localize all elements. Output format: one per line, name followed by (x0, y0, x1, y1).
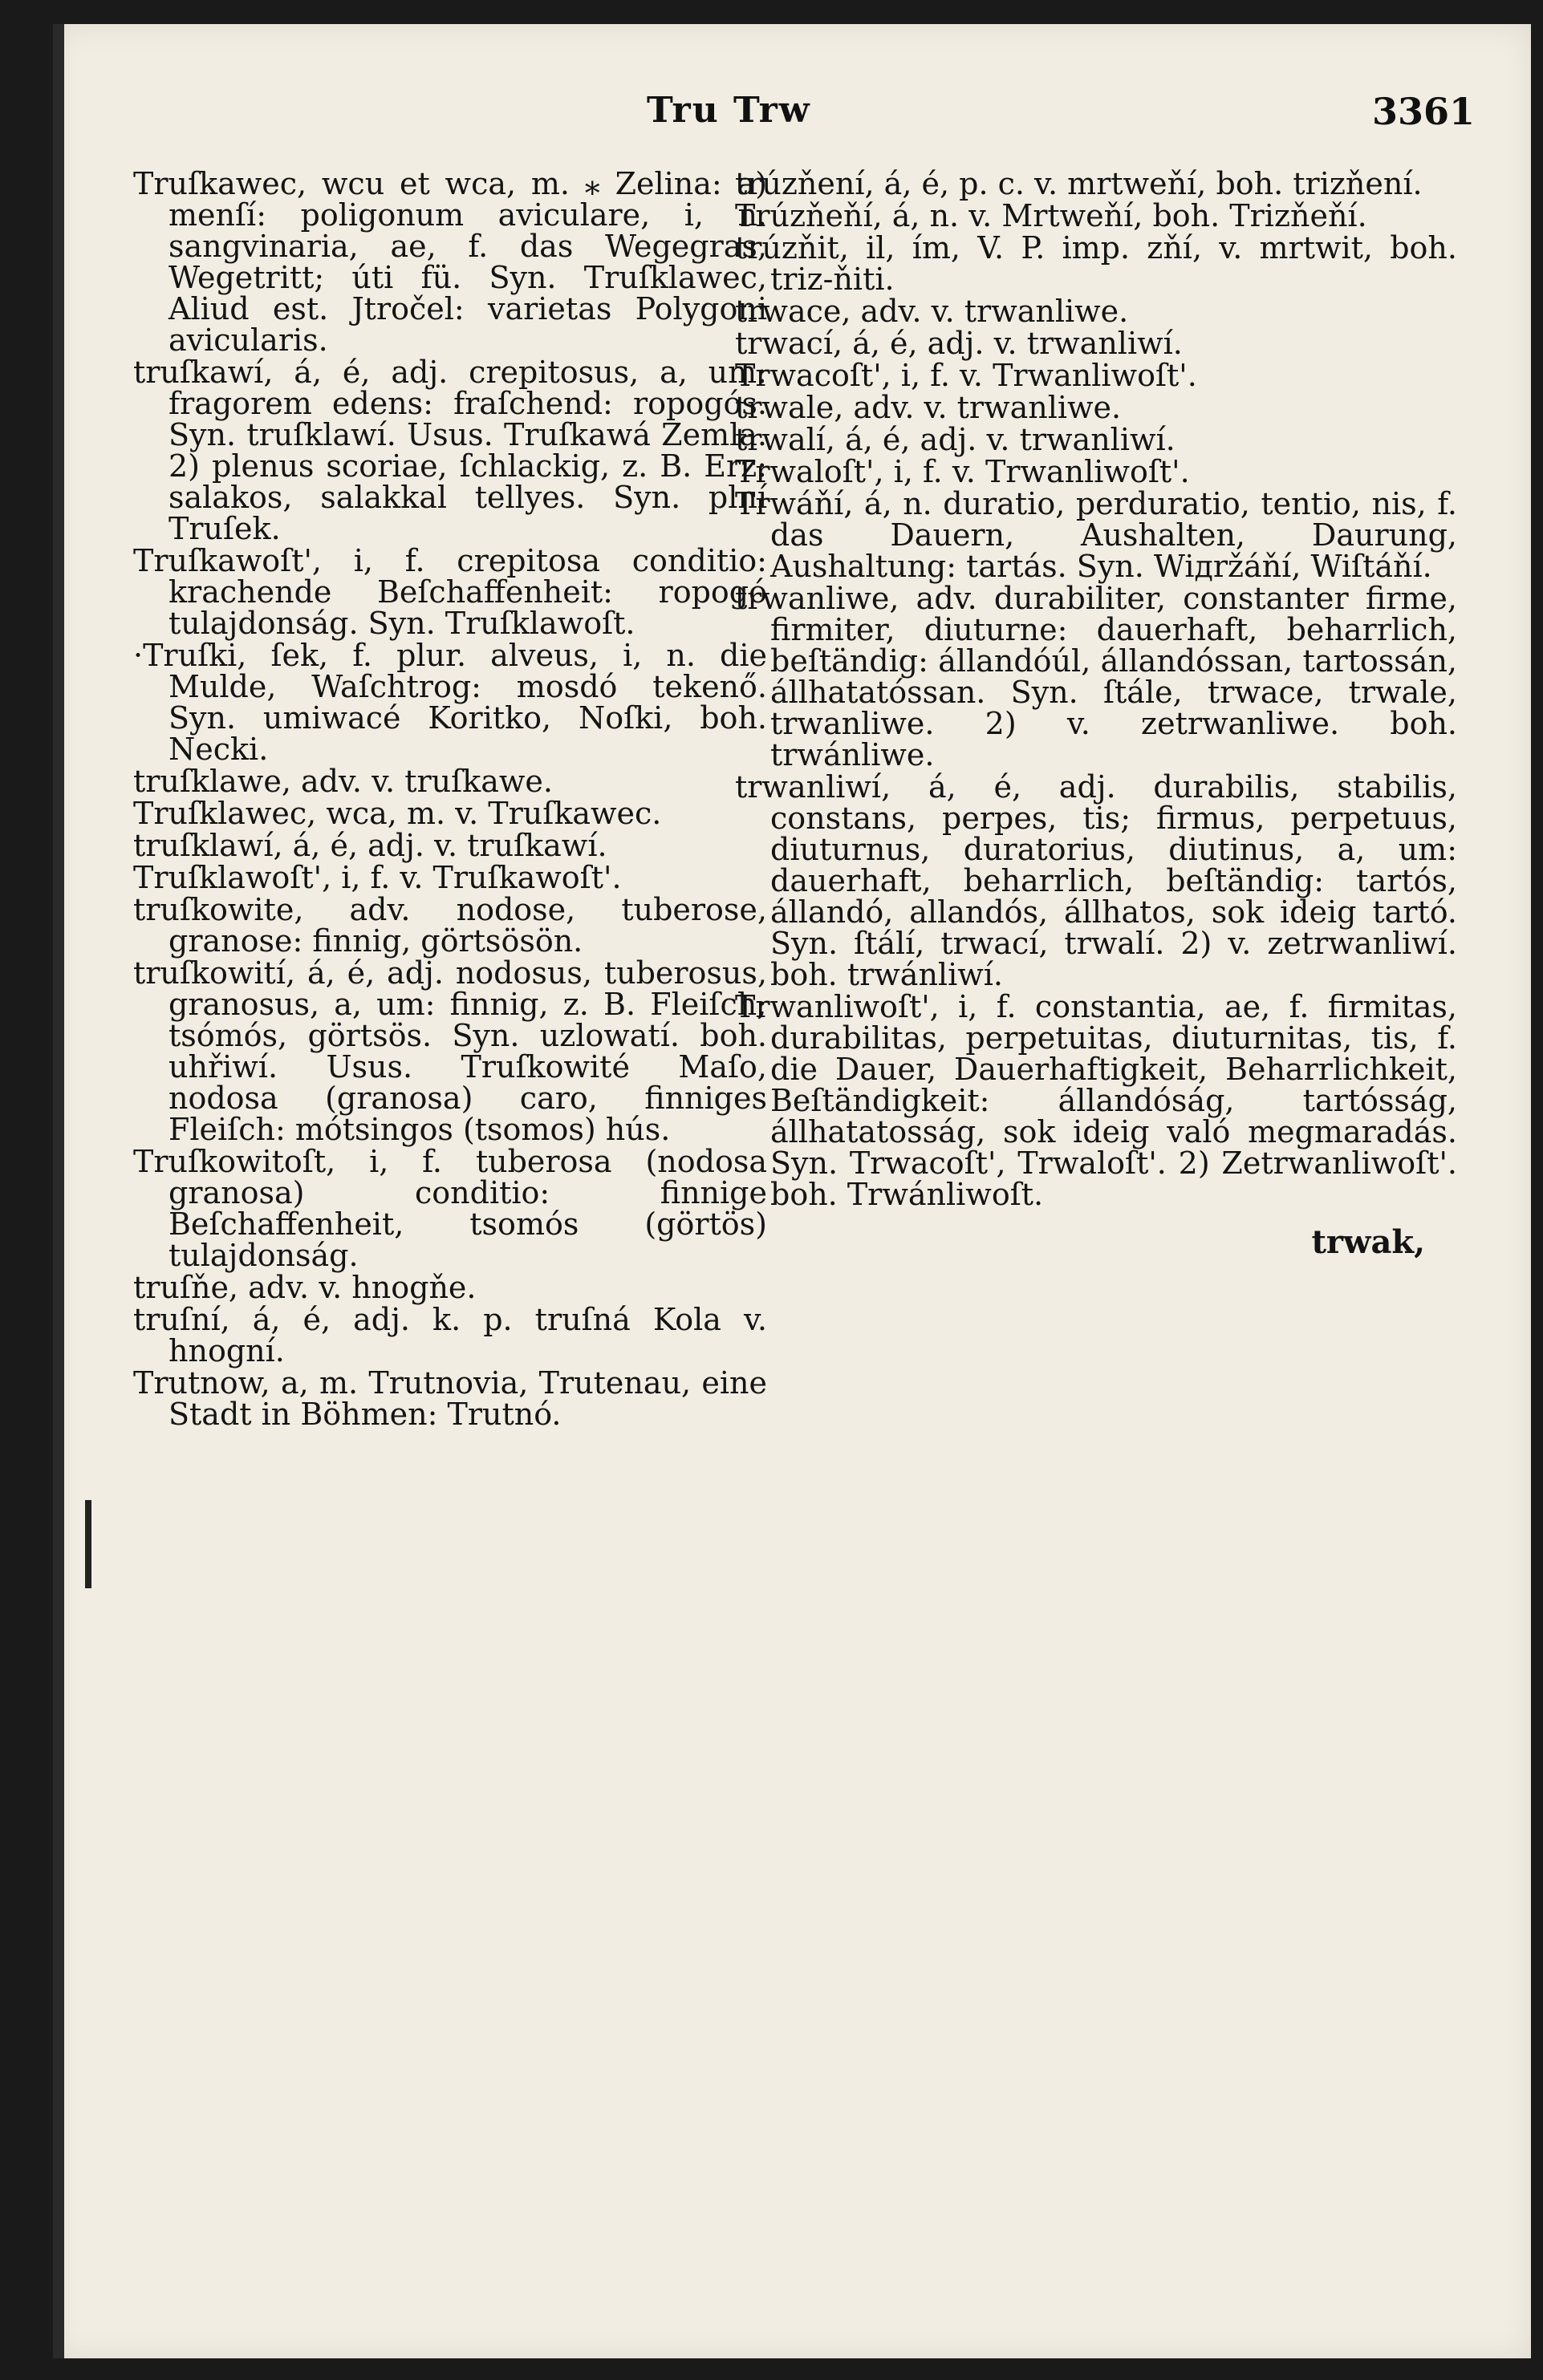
entry: trwanliwe, adv. durabiliter, constanter firme, firmiter, diuturne: dauerhaft, beharrlich, beſtändig: állandóúl, állandóssan, tartossán, állhatatóssan. Syn. ſtále, trwace, trwale, trwanliwe. 2) v. zetrwanliwe. boh. trwánliwe. (735, 581, 1457, 772)
entry: truſkawí, á, é, adj. crepitosus, a, um: fragorem edens: fraſchend: ropogós. Syn. truſklawí. Usus. Truſkawá Zemla. 2) plenus scoriae, ſchlackig, z. B. Erz: salakos, salakkal tellyes. Syn. plní Truſek. (133, 355, 767, 546)
entry: Trúzňeňí, á, n. v. Mrtweňí, boh. Trizňeňí. (735, 198, 1367, 233)
entry: trwanliwí, á, é, adj. durabilis, stabilis, constans, perpes, tis; firmus, perpetuus, diuturnus, duratorius, diutinus, a, um: dauerhaft, beharrlich, beſtändig: tartós, állandó, allandós, állhatos, sok ideig tartó. Syn. ſtálí, trwací, trwalí. 2) v. zetrwanliwí. boh. trwánliwí. (735, 769, 1457, 992)
catchword: trwak, (1311, 1223, 1425, 1261)
entry: trúzňit, il, ím, V. P. imp. zňí, v. mrtwit, boh. triz-ňiti. (735, 230, 1457, 297)
dictionary-page (53, 24, 1531, 2358)
right-column (735, 168, 1457, 1290)
entry: trúzňení, á, é, p. c. v. mrtweňí, boh. trizňení. (735, 166, 1423, 201)
entry: truſkowite, adv. nodose, tuberose, granose: finnig, görtsösön. (133, 892, 767, 959)
entry: truſní, á, é, adj. k. p. truſná Kola v. hnogní. (133, 1302, 767, 1368)
entry: Trwaloſt', i, f. v. Trwanliwoſt'. (735, 454, 1190, 489)
entry: trwací, á, é, adj. v. trwanliwí. (735, 326, 1183, 361)
entry: Truſklawoſt', i, f. v. Truſkawoſt'. (133, 860, 622, 895)
page-header (53, 90, 1531, 138)
margin-mark (85, 1500, 91, 1588)
entry: Truſklawec, wca, m. v. Truſkawec. (133, 796, 662, 831)
entry: Truſkawec, wcu et wca, m. ⁎ Zelina: a) menſí: poligonum aviculare, i, n. sangvinaria, ae, f. das Wegegras, Wegetritt; úti fü. Syn. Truſklawec, Aliud est. Jtročel: varietas Polygoni avicularis. (133, 166, 767, 358)
entry: trwale, adv. v. trwanliwe. (735, 390, 1122, 425)
entry: trwalí, á, é, adj. v. trwanliwí. (735, 422, 1176, 457)
entry: Truſkawoſt', i, f. crepitosa conditio: krachende Beſchaffenheit: ropogó tulajdonság. Syn. Truſklawoſt. (133, 543, 767, 641)
left-column (133, 168, 767, 1431)
entry: truſklawe, adv. v. truſkawe. (133, 764, 553, 799)
running-head: Tru Trw (647, 90, 811, 131)
entry: truſkowití, á, é, adj. nodosus, tuberosus, granosus, a, um: finnig, z. B. Fleiſch; tsómós, görtsös. Syn. uzlowatí. boh. uhřiwí. Usus. Truſkowité Maſo, nodosa (granosa) caro, finniges Fleiſch: mótsingos (tsomos) hús. (133, 955, 767, 1147)
entry: Trwanliwoſt', i, f. constantia, ae, f. firmitas, durabilitas, perpetuitas, diuturnitas, tis, f. die Dauer, Dauerhaftigkeit, Beharrlichkeit, Beſtändigkeit: állandóság, tartósság, állhatatosság, sok ideig való megmaradás. Syn. Trwacoſt', Trwaloſt'. 2) Zetrwanliwoſt'. boh. Trwánliwoſt. (735, 989, 1457, 1212)
entry: truſklawí, á, é, adj. v. truſkawí. (133, 828, 607, 863)
entry: Truſkowitoſt, i, f. tuberosa (nodosa granosa) conditio: finnige Beſchaffenheit, tsomós (görtös) tulajdonság. (133, 1144, 767, 1273)
entry: truſňe, adv. v. hnogňe. (133, 1270, 477, 1305)
entry: ·Truſki, ſek, f. plur. alveus, i, n. die Mulde, Waſchtrog: mosdó tekenő. Syn. umiwacé Koritko, Noſki, boh. Necki. (133, 638, 767, 767)
entry: Trwáňí, á, n. duratio, perduratio, tentio, nis, f. das Dauern, Aushalten, Daurung, Aushaltung: tartás. Syn. Wiдržáňí, Wiſtáňí. (735, 486, 1457, 584)
entry: trwace, adv. v. trwanliwe. (735, 294, 1129, 329)
entry: Trwacoſt', i, f. v. Trwanliwoſt'. (735, 358, 1197, 393)
binding-gutter (53, 24, 64, 2358)
entry: Trutnow, a, m. Trutnovia, Trutenau, eine Stadt in Böhmen: Trutnó. (133, 1365, 767, 1432)
page-number: 3361 (1371, 90, 1475, 133)
